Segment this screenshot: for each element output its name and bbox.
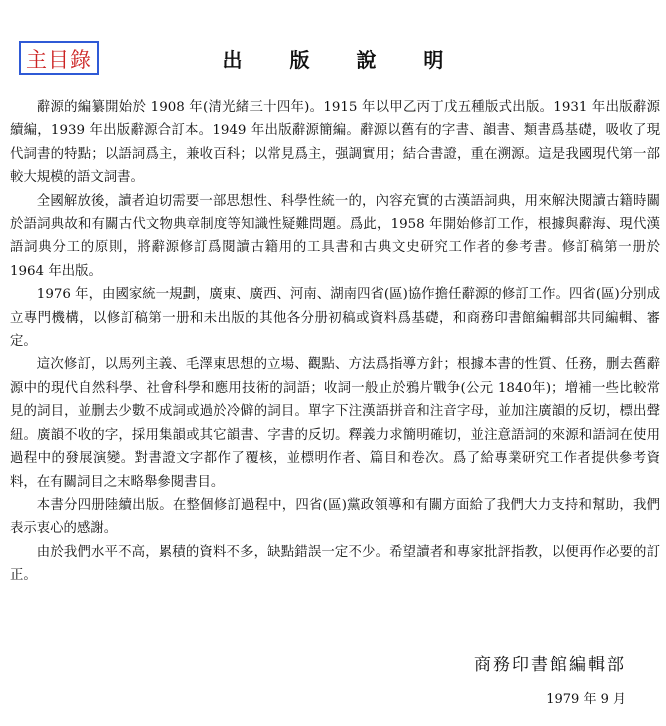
paragraph-3: 1976 年，由國家統一規劃，廣東、廣西、河南、湖南四省(區)協作擔任辭源的修訂工作。四省(區)分别成立專門機構，以修訂稿第一册和未出版的其他各分册初稿或資料爲基礎，和商務印書館編輯部共同編輯、審定。 <box>10 287 660 350</box>
paragraph-4: 這次修訂，以馬列主義、毛澤東思想的立場、觀點、方法爲指導方針；根據本書的性質、任務，删去舊辭源中的現代自然科學、社會科學和應用技術的詞語；收詞一般止於鴉片戰争(公元 1840年)；增補一些比較常見的詞目，並删去少數不成詞或過於冷僻的詞目。單字下注漢語拼音和注音字母，並加注廣韻的反切，標出聲紐。廣韻不收的字，採用集韻或其它韻書、字書的反切。釋義力求簡明確切，並注意語詞的來源和語詞在使用過程中的發展演變。對書證文字都作了覆核，並標明作者、篇目和卷次。爲了給專業研究工作者提供參考資料，在有關詞目之末略舉參閱書目。 <box>10 357 660 490</box>
document-body <box>10 96 660 588</box>
paragraph-6: 由於我們水平不高，累積的資料不多，缺點錯誤一定不少。希望讀者和專家批評指教，以便再作必要的訂正。 <box>10 544 660 584</box>
main-index-link[interactable]: 主目錄 <box>19 41 99 75</box>
paragraph-2: 全國解放後，讀者迫切需要一部思想性、科學性統一的，內容充實的古漢語詞典，用來解決閱讀古籍時關於語詞典故和有關古代文物典章制度等知識性疑難問題。爲此，1958 年開始修訂工作，根據與辭海、現代漢語詞典分工的原則，將辭源修訂爲閱讀古籍用的工具書和古典文史研究工作者的參考書。修訂稿第一册於 1964 年出版。 <box>10 193 660 279</box>
publication-date: 1979 年 9 月 <box>546 692 626 707</box>
publisher-signature: 商務印書館編輯部 <box>474 655 626 675</box>
page-title: 出 版 說 明 <box>222 48 464 72</box>
paragraph-1: 辭源的編纂開始於 1908 年(清光緒三十四年)。1915 年以甲乙丙丁戊五種版式出版。1931 年出版辭源續編，1939 年出版辭源合訂本。1949 年出版辭源簡編。辭源以舊有的字書、韻書、類書爲基礎，吸收了現代詞書的特點；以語詞爲主，兼收百科；以常見爲主，强調實用；結合書證，重在溯源。這是我國現代第一部較大規模的語文詞書。 <box>10 100 660 186</box>
paragraph-5: 本書分四册陸續出版。在整個修訂過程中，四省(區)黨政領導和有關方面給了我們大力支持和幫助，我們表示衷心的感謝。 <box>10 497 660 537</box>
